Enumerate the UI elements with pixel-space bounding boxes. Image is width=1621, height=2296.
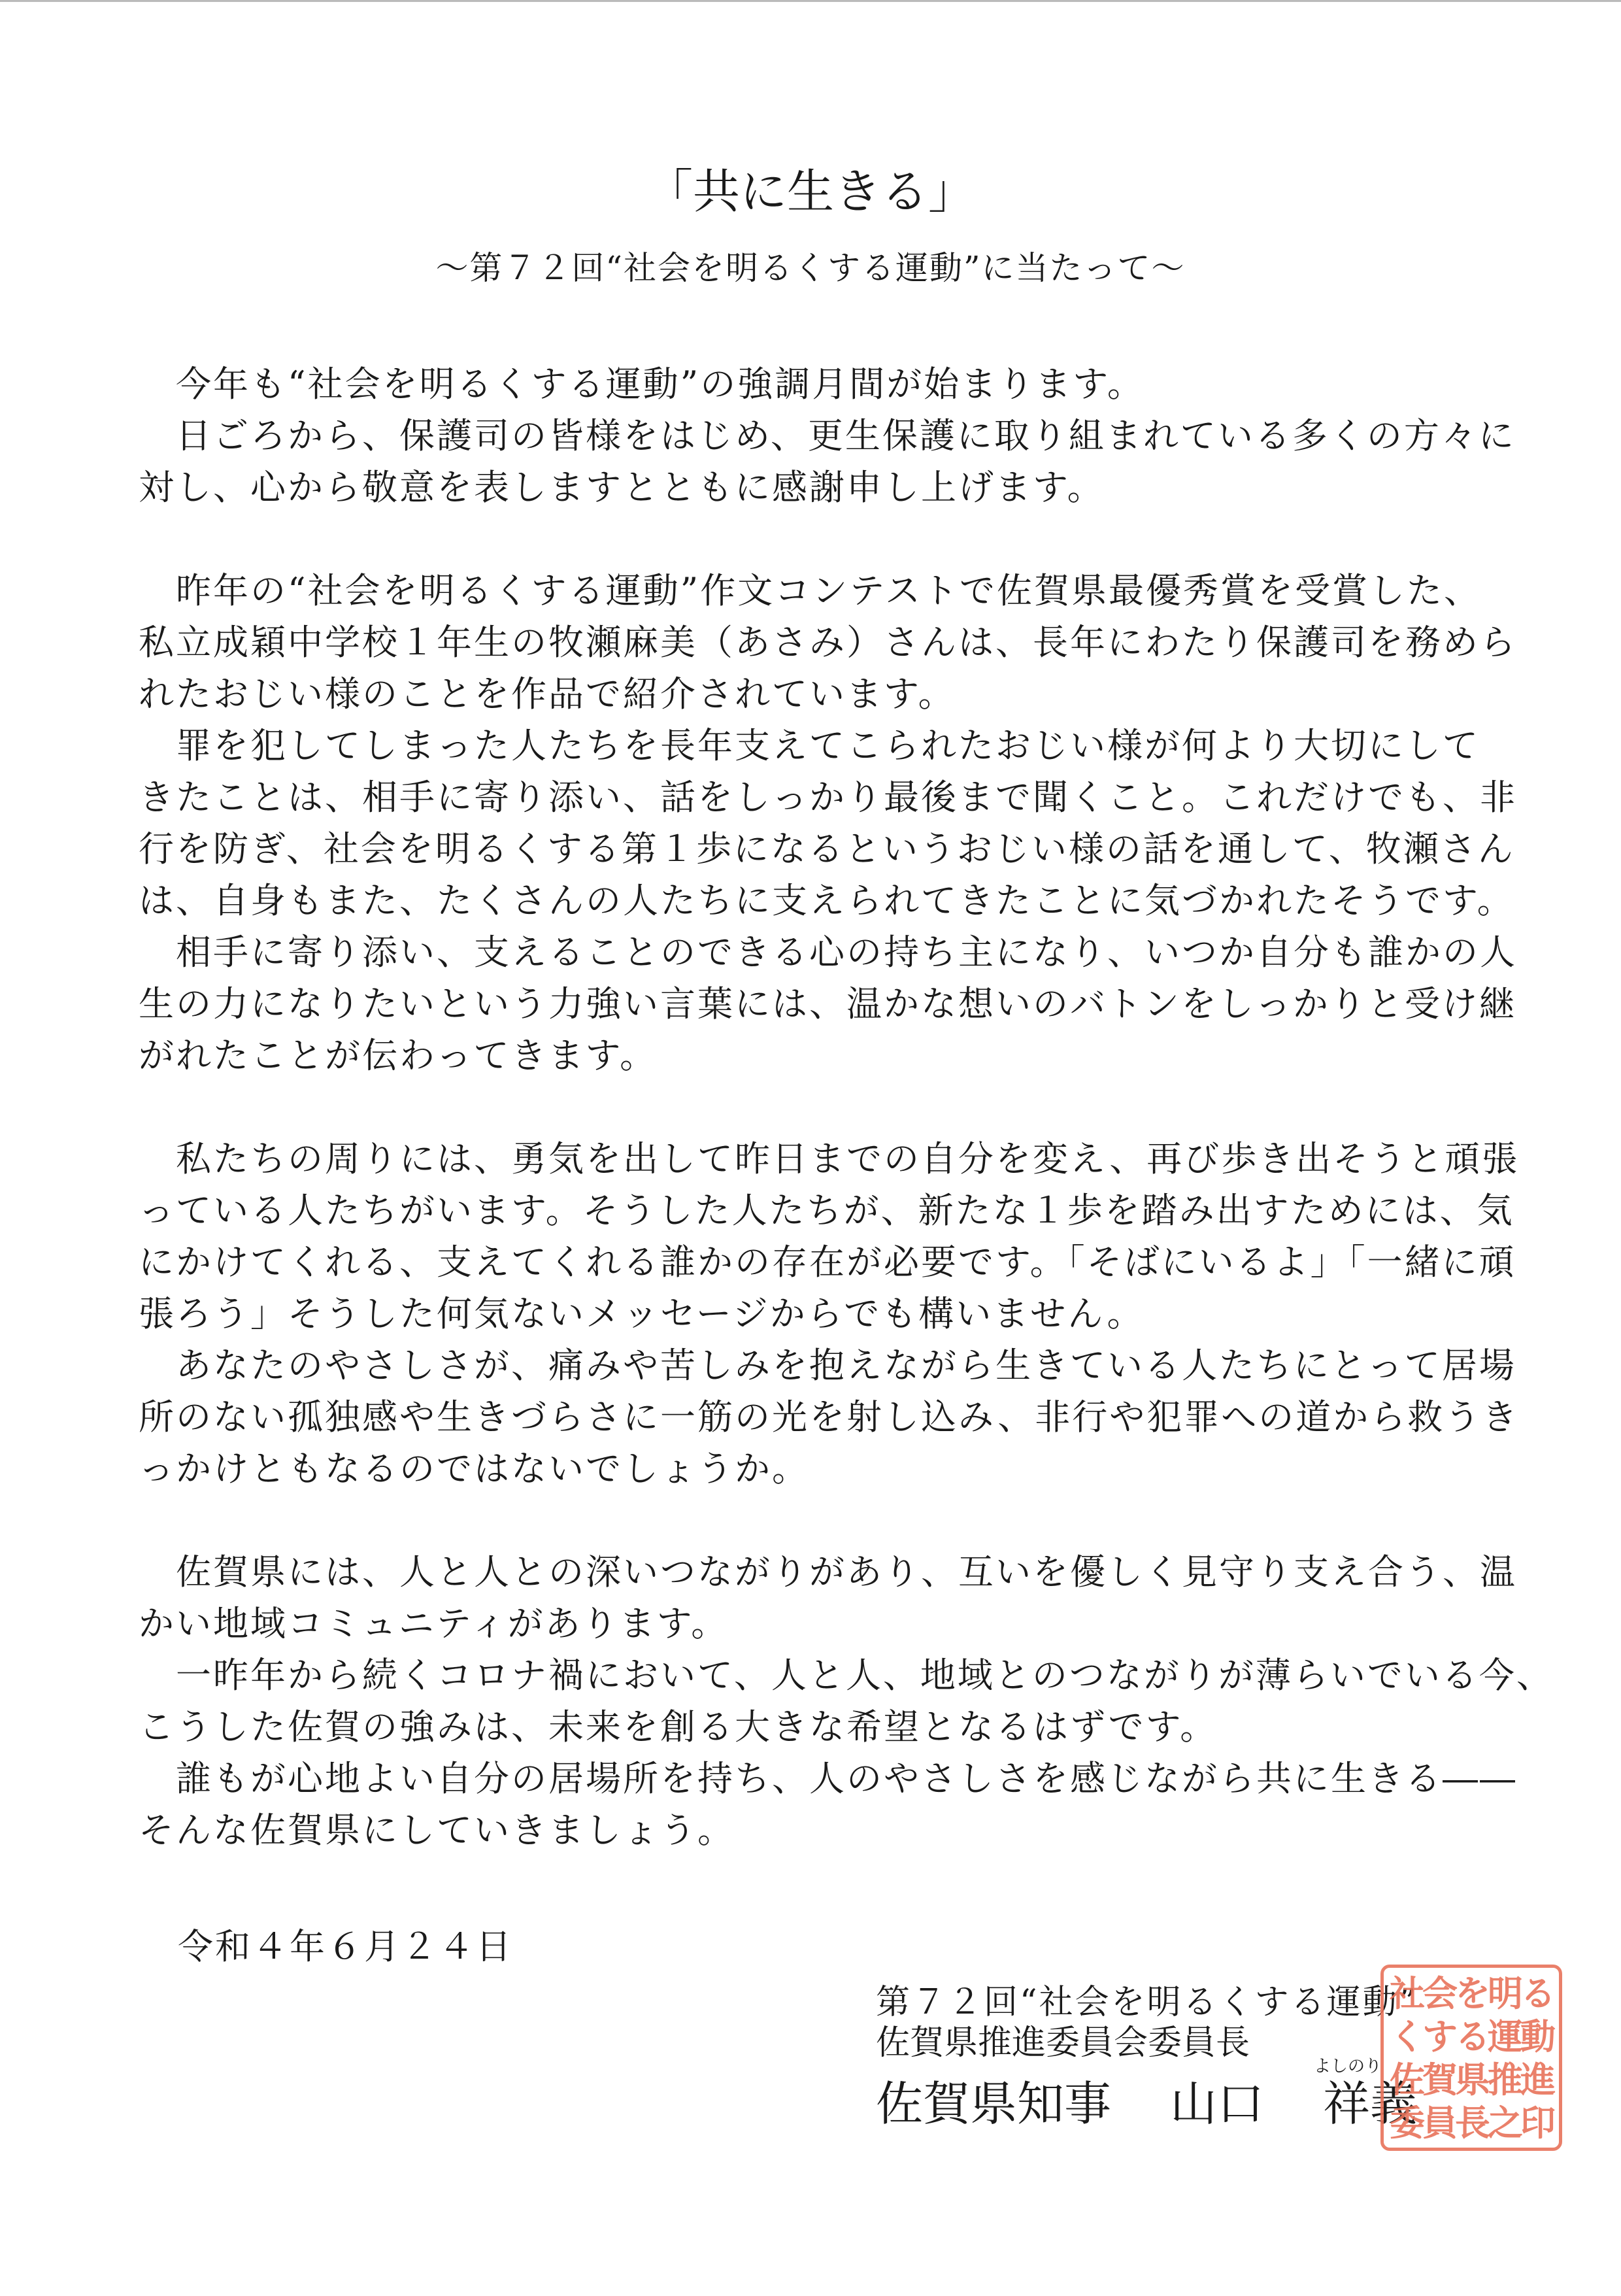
body-line: 誰もが心地よい自分の居場所を持ち、人のやさしさを感じながら共に生きる―― — [139, 1758, 1517, 1799]
body-line: がれたことが伝わってきます。 — [139, 1035, 658, 1076]
signature-role: 佐賀県推進委員会委員長 — [876, 2023, 1250, 2063]
body-line: れたおじい様のことを作品で紹介されています。 — [139, 673, 956, 715]
body-line: かい地域コミュニティがあります。 — [139, 1603, 729, 1644]
body-line: 所のない孤独感や生きづらさに一筋の光を射し込み、非行や犯罪への道から救うき — [139, 1396, 1520, 1438]
signature-name — [876, 2066, 1417, 2134]
body-line: 対し、心から敬意を表しますとともに感謝申し上げます。 — [139, 467, 1105, 508]
body-line: 佐賀県には、人と人との深いつながりがあり、互いを優しく見守り支え合う、温 — [139, 1551, 1517, 1593]
body-line: っかけともなるのではないでしょうか。 — [139, 1448, 809, 1489]
signature-surname: 山口 — [1170, 2076, 1265, 2131]
official-seal-stamp — [1380, 1965, 1562, 2151]
body-line: 私立成穎中学校１年生の牧瀬麻美（あさみ）さんは、長年にわたり保護司を務めら — [139, 622, 1517, 663]
body-line: 一昨年から続くコロナ禍において、人と人、地域とのつながりが薄らいでいる今、 — [139, 1655, 1554, 1696]
body-line: 相手に寄り添い、支えることのできる心の持ち主になり、いつか自分も誰かの人 — [139, 932, 1517, 973]
body-line: 行を防ぎ、社会を明るくする第１歩になるというおじい様の話を通して、牧瀬さん — [139, 828, 1515, 869]
document-title: 「共に生きる」 — [645, 164, 975, 219]
body-line: 日ごろから、保護司の皆様をはじめ、更生保護に取り組まれている多くの方々に — [139, 415, 1516, 456]
document-body — [139, 358, 1554, 1856]
body-line: こうした佐賀の強みは、未来を創る大きな希望となるはずです。 — [139, 1706, 1218, 1747]
body-line: きたことは、相手に寄り添い、話をしっかり最後まで聞くこと。これだけでも、非 — [139, 777, 1517, 818]
body-line: 私たちの周りには、勇気を出して昨日までの自分を変え、再び歩き出そうと頑張 — [139, 1138, 1520, 1179]
body-line: は、自身もまた、たくさんの人たちに支えられてきたことに気づかれたそうです。 — [139, 880, 1514, 921]
signature-title: 佐賀県知事 — [876, 2076, 1112, 2131]
paragraph-gap — [139, 1494, 1498, 1546]
body-line: 張ろう」そうした何気ないメッセージからでも構いません。 — [139, 1293, 1145, 1334]
body-line: 罪を犯してしまった人たちを長年支えてこられたおじい様が何より大切にして — [139, 725, 1480, 766]
page-top-edge — [0, 0, 1621, 2]
body-line: 今年も“社会を明るくする運動”の強調月間が始まります。 — [139, 363, 1145, 405]
signature-given-name: 祥義 — [1323, 2076, 1418, 2131]
document-subtitle: ～第７２回“社会を明るくする運動”に当たって～ — [435, 249, 1186, 287]
seal-row: 佐賀県推進 — [1390, 2059, 1553, 2101]
seal-row: 社会を明る — [1390, 1972, 1553, 2014]
seal-row: くする運動 — [1390, 2016, 1553, 2057]
body-line: あなたのやさしさが、痛みや苦しみを抱えながら生きている人たちにとって居場 — [139, 1345, 1516, 1386]
paragraph-gap — [139, 513, 1498, 565]
body-line: そんな佐賀県にしていきましょう。 — [139, 1810, 735, 1851]
body-line: 昨年の“社会を明るくする運動”作文コンテストで佐賀県最優秀賞を受賞した、 — [139, 570, 1482, 611]
signature-organization: 第７２回“社会を明るくする運動” — [876, 1983, 1418, 2022]
seal-row: 委員長之印 — [1390, 2102, 1553, 2144]
body-line: っている人たちがいます。そうした人たちが、新たな１歩を踏み出すためには、気 — [139, 1190, 1514, 1231]
signature-name-ruby: よしのり — [1314, 2057, 1382, 2076]
body-line: にかけてくれる、支えてくれる誰かの存在が必要です。「そばにいるよ」「一緒に頑 — [139, 1241, 1516, 1283]
body-line: 生の力になりたいという力強い言葉には、温かな想いのバトンをしっかりと受け継 — [139, 983, 1516, 1024]
paragraph-gap — [139, 1081, 1498, 1133]
document-date: 令和４年６月２４日 — [178, 1926, 513, 1967]
